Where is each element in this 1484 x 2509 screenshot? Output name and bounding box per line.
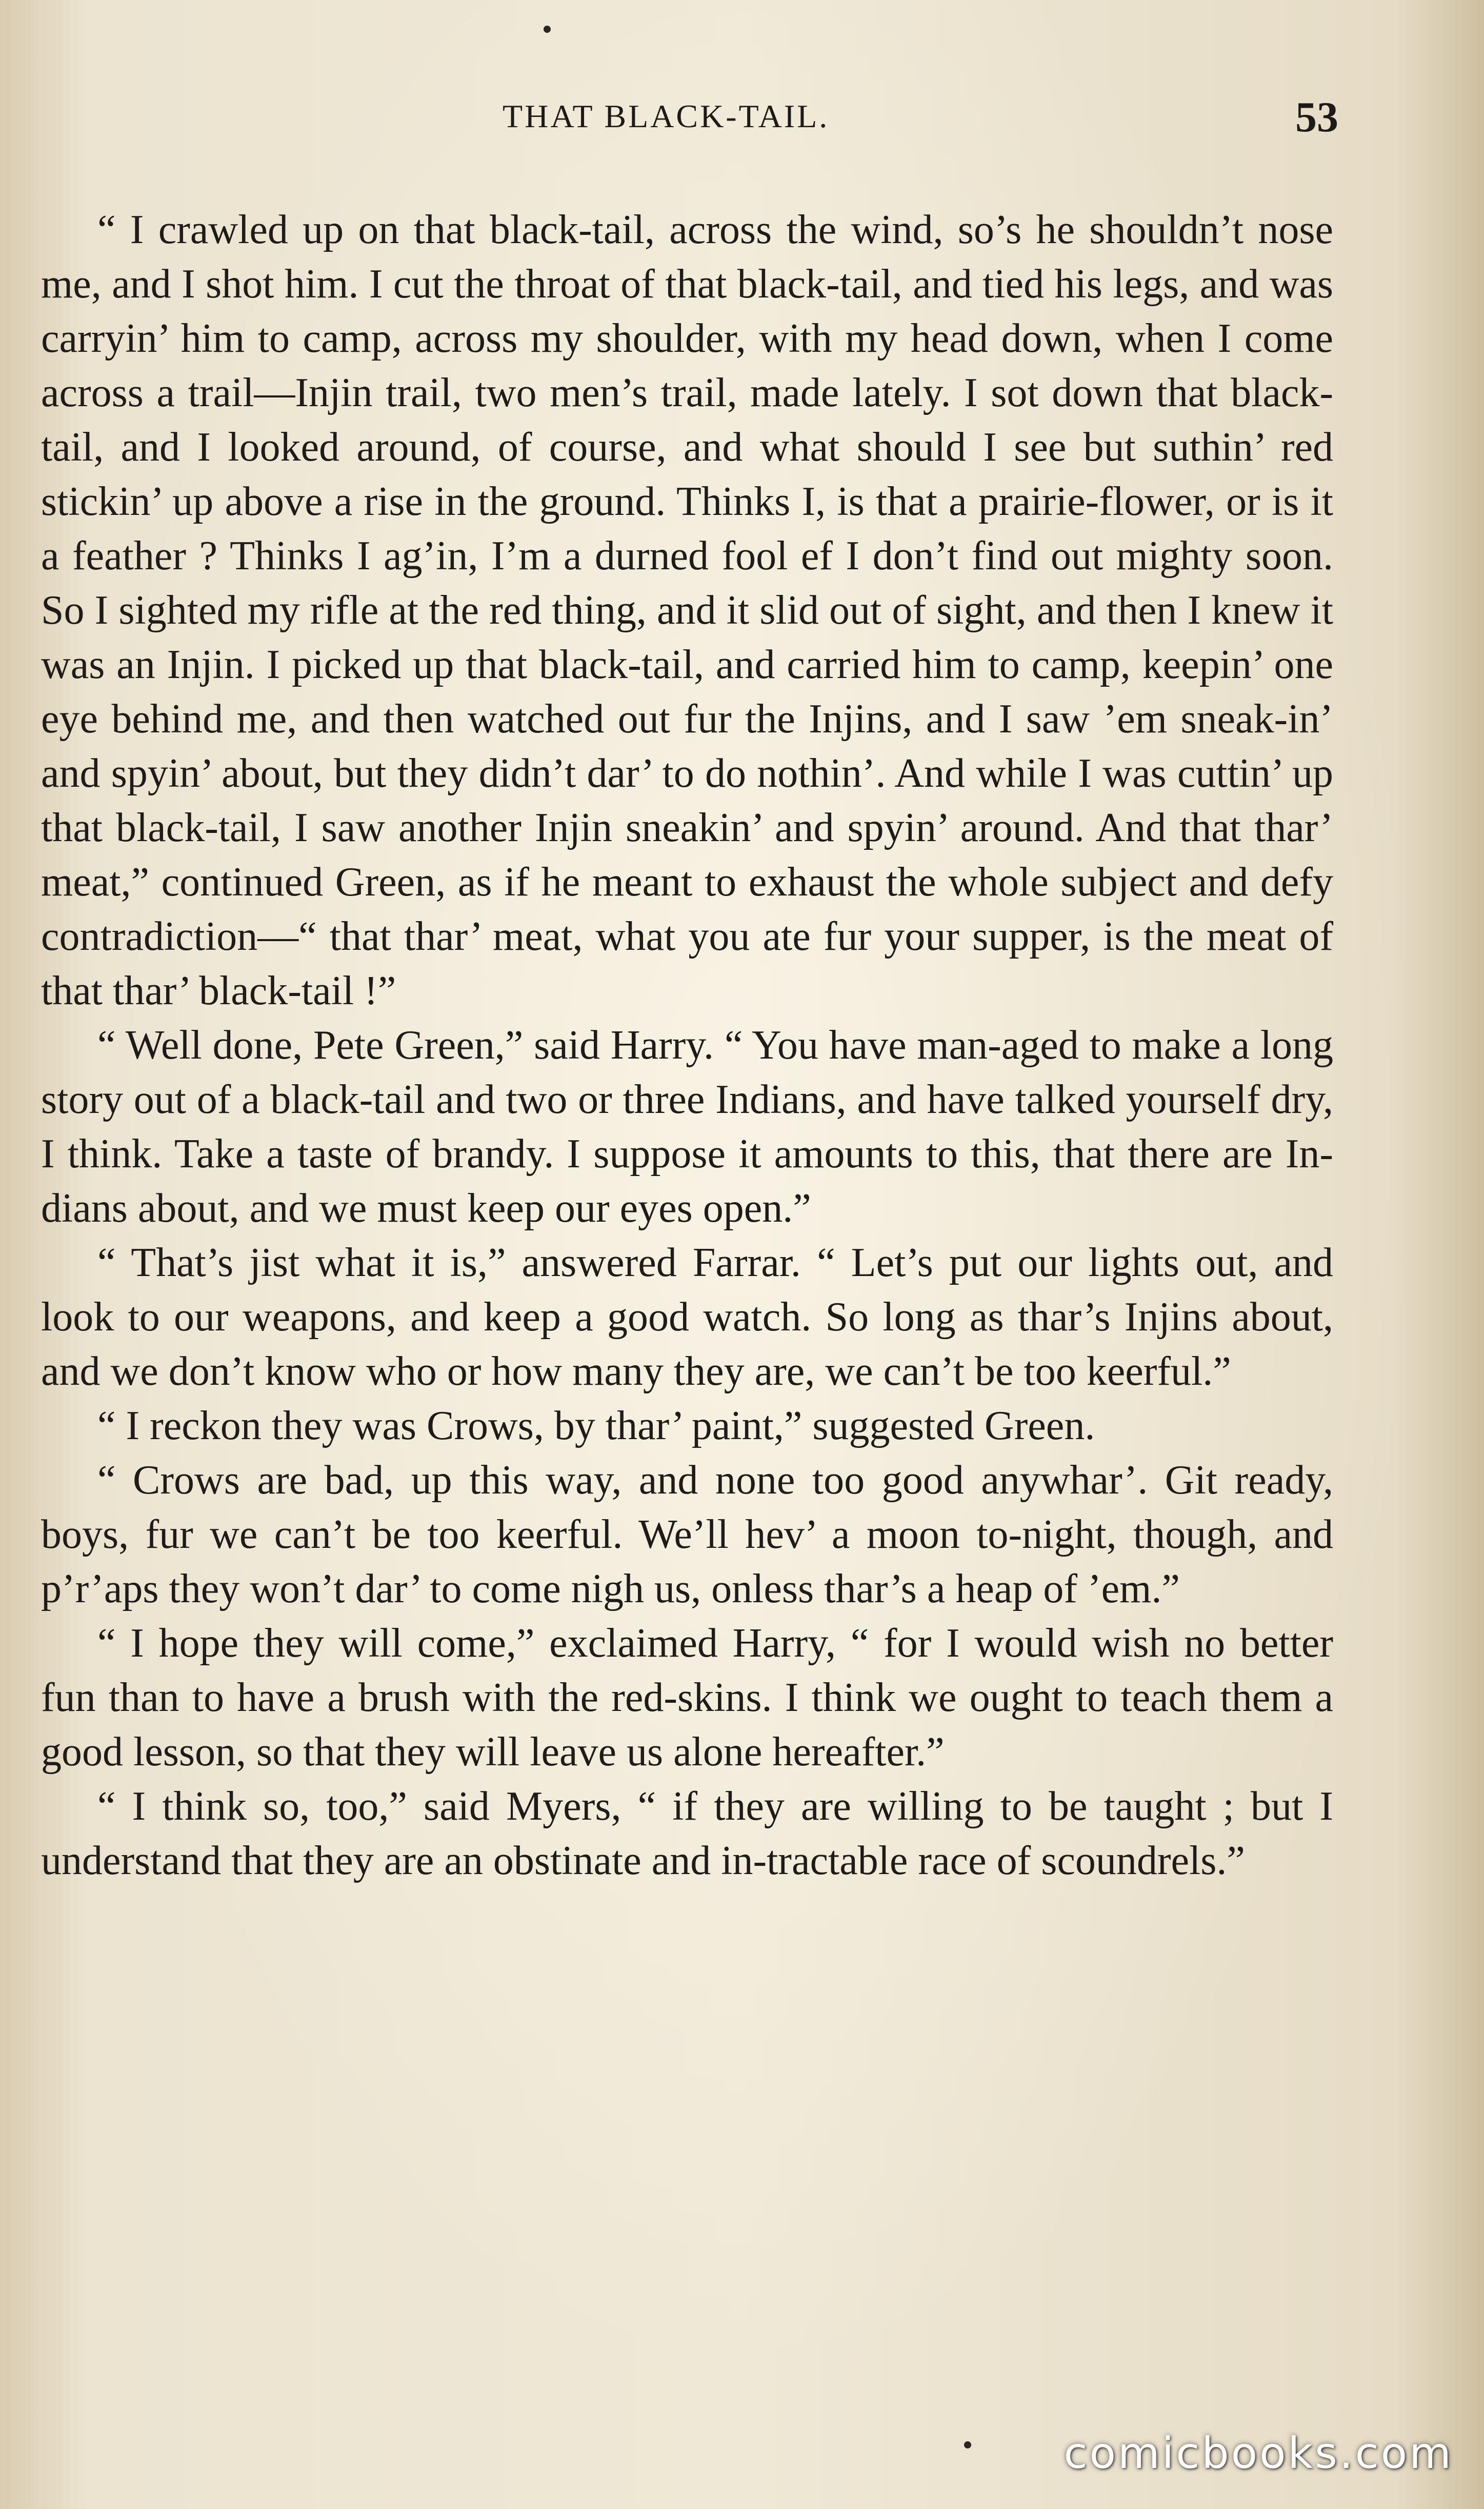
page-header [41, 92, 1338, 154]
body-text [41, 203, 1333, 1888]
running-head: THAT BLACK-TAIL. [503, 98, 830, 134]
ink-speck [544, 26, 551, 33]
paragraph: “ That’s jist what it is,” answered Farrar. “ Let’s put our lights out, and look to our weapons, and keep a good watch. So long as thar’s Injins about, and we don’t know who or how many they are, we can’t be too keerful.” [41, 1240, 1333, 1394]
paragraph: “ I hope they will come,” exclaimed Harry, “ for I would wish no better fun than to have a brush with the red-skins. I think we ought to teach them a good lesson, so that they will leave us alone hereafter.” [41, 1621, 1333, 1775]
ink-speck [964, 2441, 971, 2448]
paragraph: “ I reckon they was Crows, by thar’ paint,” suggested Green. [97, 1403, 1095, 1448]
watermark: comicbooks.com [1064, 2428, 1453, 2478]
paragraph: “ I think so, too,” said Myers, “ if they are willing to be taught ; but I understand that they are an obstinate and in-tractable race of scoundrels.” [41, 1784, 1333, 1883]
paragraph: “ I crawled up on that black-tail, across the wind, so’s he shouldn’t nose me, and I shot him. I cut the throat of that black-tail, and tied his legs, and was carryin’ him to camp, across my shoulder, with my head down, when I come across a trail—Injin trail, two men’s trail, made lately. I sot down that black-tail, and I looked around, of course, and what should I see but suthin’ red stickin’ up above a rise in the ground. Thinks I, is that a prairie-flower, or is it a feather ? Thinks I ag’in, I’m a durned fool ef I don’t find out mighty soon. So I sighted my rifle at the red thing, and it slid out of sight, and then I knew it was an Injin. I picked up that black-tail, and carried him to camp, keepin’ one eye behind me, and then watched out fur the Injins, and I saw ’em sneak-in’ and spyin’ about, but they didn’t dar’ to do nothin’. And while I was cuttin’ up that black-tail, I saw another Injin sneakin’ and spyin’ around. And that thar’ meat,” continued Green, as if he meant to exhaust the whole subject and defy contradiction—“ that thar’ meat, what you ate fur your supper, is the meat of that thar’ black-tail !” [41, 207, 1333, 1013]
page-number: 53 [1295, 93, 1338, 141]
paragraph: “ Crows are bad, up this way, and none too good anywhar’. Git ready, boys, fur we can’t be too keerful. We’ll hev’ a moon to-night, though, and p’r’aps they won’t dar’ to come nigh us, onless thar’s a heap of ’em.” [41, 1458, 1333, 1611]
paragraph: “ Well done, Pete Green,” said Harry. “ You have man-aged to make a long story out of a black-tail and two or three Indians, and have talked yourself dry, I think. Take a taste of brandy. I suppose it amounts to this, that there are In-dians about, and we must keep our eyes open.” [41, 1023, 1333, 1231]
